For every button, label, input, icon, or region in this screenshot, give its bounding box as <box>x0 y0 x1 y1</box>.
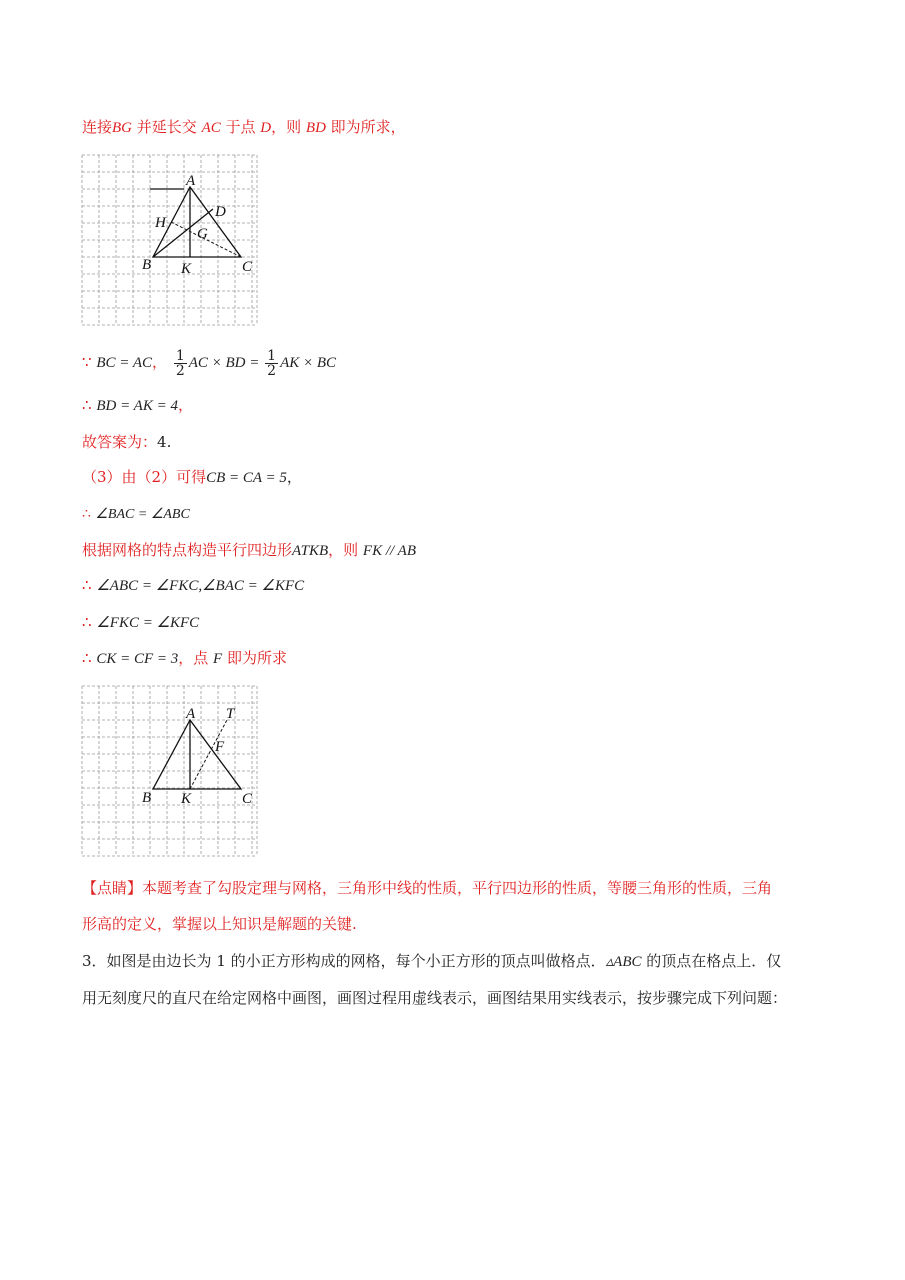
math-ck-cf-3: CK = CF = 3 <box>96 651 179 667</box>
math-bd: BD <box>305 120 326 136</box>
therefore-symbol: ∴ <box>82 396 92 414</box>
label-a: A <box>186 706 196 722</box>
label-c: C <box>242 791 253 807</box>
text: . <box>166 433 172 451</box>
math-bd-ak-4: BD = AK = 4 <box>96 398 178 414</box>
grid-figure-2 <box>81 685 259 859</box>
question-text: 用无刻度尺的直尺在给定网格中画图，画图过程用虚线表示，画图结果用实线表示，按步骤完成下列问题： <box>82 989 788 1007</box>
key-point-line-1 <box>82 877 845 899</box>
math-fkc-kfc: ∠FKC = ∠KFC <box>96 615 200 631</box>
step-point-f <box>82 647 845 670</box>
math-bg: BG <box>112 120 133 136</box>
question-3-line-1 <box>82 950 845 973</box>
key-point-bracket: 【点睛】 <box>82 879 143 897</box>
part3-intro <box>82 466 845 489</box>
text: ，则 <box>271 118 306 136</box>
grid-figure-1-svg <box>81 154 259 328</box>
answer-value: 4 <box>157 433 167 451</box>
fraction-half <box>174 349 187 378</box>
text: ， <box>152 353 168 371</box>
therefore-symbol: ∴ <box>82 576 92 594</box>
step-angles-equal <box>82 611 845 634</box>
step-parallelogram <box>82 539 845 562</box>
step-angles-corresponding <box>82 574 845 597</box>
text: （3）由（2）可得 <box>82 468 207 486</box>
text: 根据网格的特点构造平行四边形 <box>82 541 293 559</box>
text: 连接 <box>82 118 113 136</box>
key-point-text: 形高的定义，掌握以上知识是解题的关键. <box>82 915 357 933</box>
math-ac: AC <box>201 120 221 136</box>
text: 于点 <box>220 118 261 136</box>
step-connect-bg <box>82 116 845 139</box>
grid-lines <box>82 155 257 325</box>
denominator: 2 <box>175 362 185 379</box>
question-number: 3． <box>82 952 107 970</box>
question-text: 的顶点在格点上．仅 <box>641 952 782 970</box>
answer-label: 故答案为： <box>82 433 158 451</box>
text: ， <box>286 468 302 486</box>
math-ac-bd: AC × BD = <box>188 355 264 371</box>
math-fk-parallel-ab: FK // AB <box>362 543 416 559</box>
label-k: K <box>181 261 192 277</box>
key-point-line-2 <box>82 913 845 935</box>
math-cb-ca-5: CB = CA = 5 <box>206 470 287 486</box>
therefore-symbol: ∴ <box>82 649 92 667</box>
text: 并延长交 <box>132 118 202 136</box>
triangle-abc <box>153 720 241 789</box>
label-t: T <box>226 706 235 722</box>
label-d: D <box>215 204 226 220</box>
math-angles: ∠BAC = ∠ABC <box>95 507 190 522</box>
because-symbol: ∵ <box>82 353 92 371</box>
denominator: 2 <box>267 362 277 379</box>
step-angle-equal <box>82 503 845 526</box>
math-f: F <box>213 651 223 667</box>
grid-figure-1 <box>81 154 259 328</box>
fraction-half <box>265 349 278 378</box>
text: ，则 <box>328 541 363 559</box>
step-bd-equals <box>82 394 845 417</box>
therefore-symbol: ∴ <box>82 506 91 522</box>
label-f: F <box>215 739 225 755</box>
label-b: B <box>142 257 152 273</box>
question-text: 如图是由边长为 1 的小正方形构成的网格，每个小正方形的顶点叫做格点． <box>106 952 606 970</box>
math-angle-pairs: ∠ABC = ∠FKC,∠BAC = ∠KFC <box>96 578 305 594</box>
grid-figure-2-svg <box>81 685 259 859</box>
text: 即为所求 <box>222 649 287 667</box>
label-c: C <box>242 259 253 275</box>
key-point-text: 本题考查了勾股定理与网格，三角形中线的性质，平行四边形的性质，等腰三角形的性质，三角 <box>142 879 773 897</box>
question-3-line-2 <box>82 987 845 1009</box>
math-atkb: ATKB <box>292 543 329 559</box>
math-bc-eq-ac: BC = AC <box>96 355 153 371</box>
label-h: H <box>155 215 166 231</box>
math-ak-bc: AK × BC <box>280 355 337 371</box>
step-area-equation <box>82 345 845 380</box>
math-triangle-abc: ▵ABC <box>605 954 642 970</box>
label-g: G <box>197 226 208 242</box>
text: ， <box>177 396 193 414</box>
numerator: 1 <box>267 347 277 364</box>
label-b: B <box>142 790 152 806</box>
label-a: A <box>186 173 196 189</box>
numerator: 1 <box>175 347 185 364</box>
text: 即为所求， <box>325 118 406 136</box>
answer-line <box>82 431 845 453</box>
text: ，点 <box>178 649 214 667</box>
label-k: K <box>181 791 192 807</box>
therefore-symbol: ∴ <box>82 613 92 631</box>
math-d: D <box>260 120 272 136</box>
